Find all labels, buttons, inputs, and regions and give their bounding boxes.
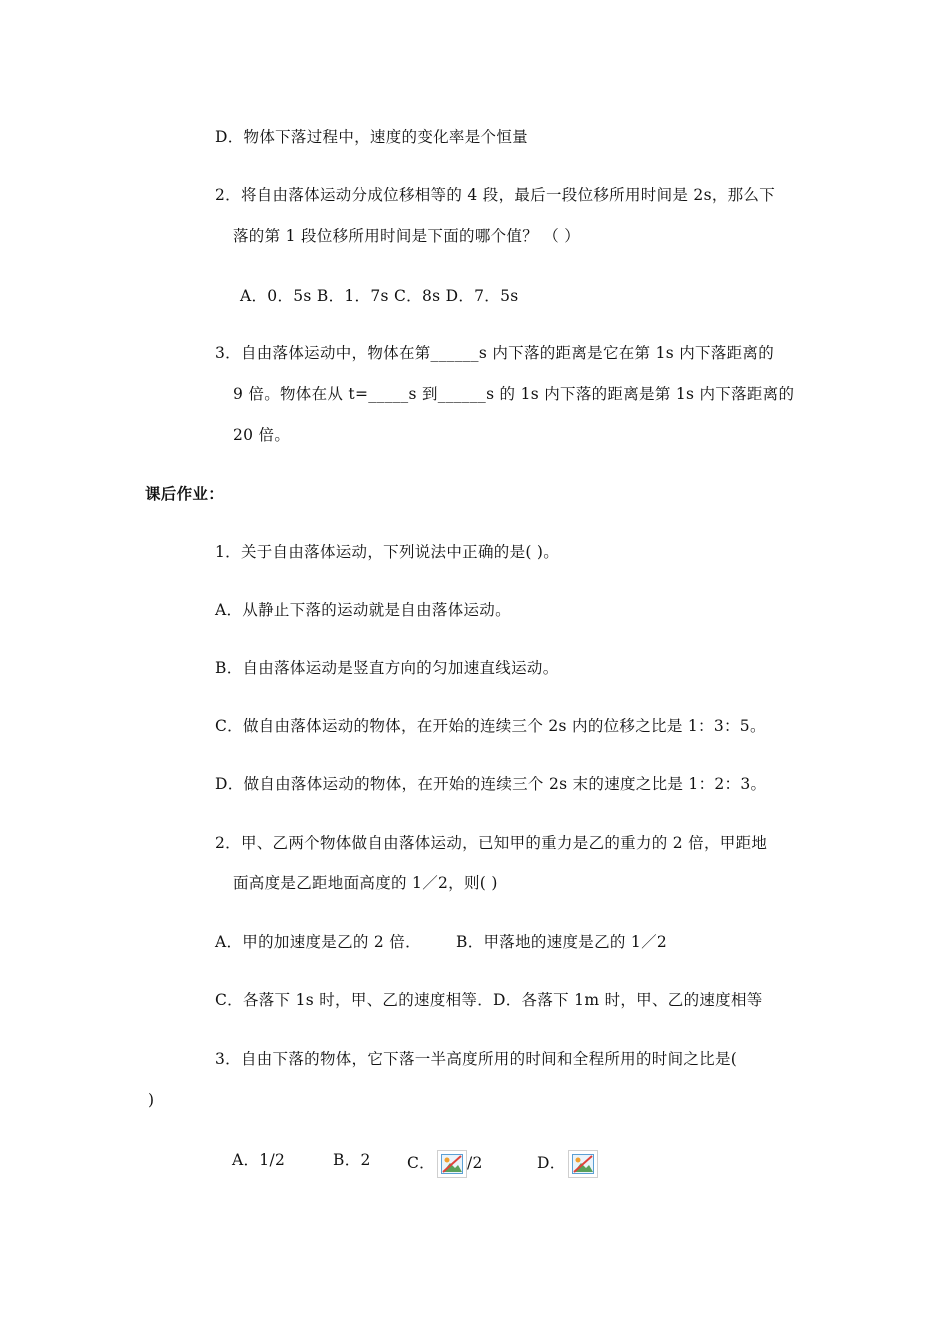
hw-q3-option-a: A．1/2 — [232, 1151, 286, 1169]
question-2-line1: 2．将自由落体运动分成位移相等的 4 段，最后一段位移所用时间是 2s，那么下 — [215, 186, 776, 204]
question-2-options: A．0．5s B．1．7s C．8s D．7．5s — [240, 287, 519, 305]
hw-q3-option-b: B．2 — [333, 1151, 371, 1169]
hw-question-1: 1．关于自由落体运动，下列说法中正确的是( )。 — [215, 543, 560, 561]
question-3-line3: 20 倍。 — [233, 426, 291, 444]
hw-question-3-line2: ) — [148, 1091, 155, 1109]
hw-question-3-line1: 3．自由下落的物体，它下落一半高度所用的时间和全程所用的时间之比是( — [215, 1050, 738, 1068]
hw-q1-option-a: A．从静止下落的运动就是自由落体运动。 — [215, 601, 511, 619]
hw-q2-option-b: B．甲落地的速度是乙的 1／2 — [456, 933, 668, 951]
broken-image-icon — [437, 1150, 467, 1178]
hw-q1-option-d: D．做自由落体运动的物体，在开始的连续三个 2s 末的速度之比是 1：2：3。 — [215, 775, 767, 793]
option-d-label: D． — [537, 1154, 566, 1172]
option-d-q1: D．物体下落过程中，速度的变化率是个恒量 — [215, 128, 528, 146]
hw-q2-option-a: A．甲的加速度是乙的 2 倍． — [215, 933, 421, 951]
option-c-label: C． — [407, 1154, 435, 1172]
hw-q1-option-c: C．做自由落体运动的物体，在开始的连续三个 2s 内的位移之比是 1：3：5。 — [215, 717, 766, 735]
hw-q3-option-d — [537, 1150, 598, 1178]
hw-q2-options-cd: C．各落下 1s 时，甲、乙的速度相等．D．各落下 1m 时，甲、乙的速度相等 — [215, 991, 763, 1009]
broken-image-icon — [568, 1150, 598, 1178]
hw-q3-option-c — [407, 1150, 483, 1178]
hw-question-2-line2: 面高度是乙距地面高度的 1／2，则( ) — [233, 874, 498, 892]
question-3-line1: 3．自由落体运动中，物体在第______s 内下落的距离是它在第 1s 内下落距离的 — [215, 344, 775, 362]
hw-question-2-line1: 2．甲、乙两个物体做自由落体运动，已知甲的重力是乙的重力的 2 倍，甲距地 — [215, 834, 768, 852]
question-2-line2: 落的第 1 段位移所用时间是下面的哪个值？ （ ） — [233, 227, 581, 245]
section-heading: 课后作业： — [145, 485, 225, 503]
question-3-line2: 9 倍。物体在从 t=_____s 到______s 的 1s 内下落的距离是第 1s 内下落距离的 — [233, 385, 795, 403]
hw-q1-option-b: B．自由落体运动是竖直方向的匀加速直线运动。 — [215, 659, 559, 677]
option-c-tail: /2 — [466, 1154, 483, 1172]
